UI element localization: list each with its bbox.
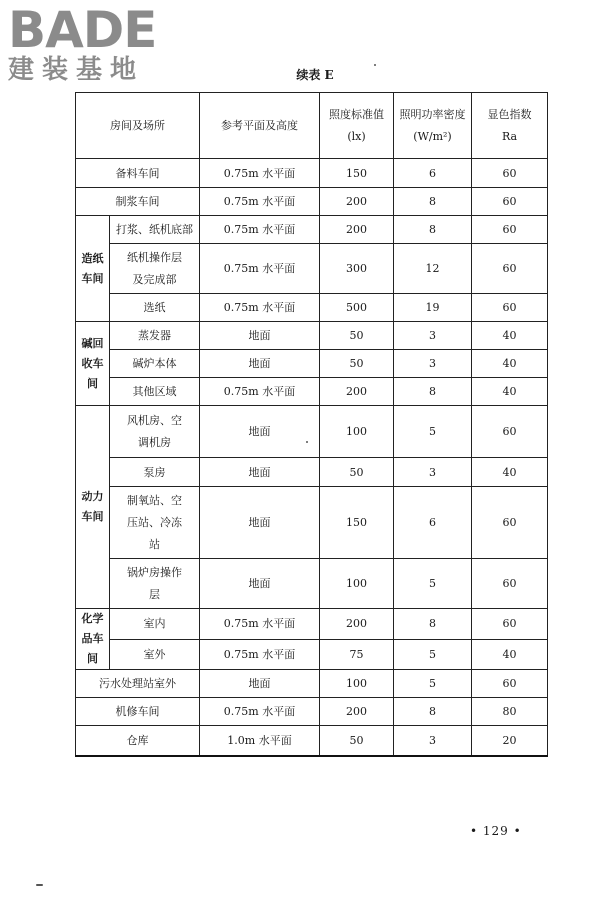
lpd-cell: 6 [394, 159, 472, 188]
table-row [76, 378, 548, 406]
ra-cell: 60 [472, 609, 548, 640]
lux-cell: 300 [320, 244, 394, 294]
header-lpd-unit: (W/m²) [413, 129, 452, 143]
header-lpd-label: 照明功率密度 [399, 107, 466, 121]
lux-cell: 100 [320, 406, 394, 458]
header-ra-label: 显色指数 [487, 107, 532, 121]
ra-cell: 20 [472, 726, 548, 756]
header-lux-label: 照度标准值 [329, 107, 384, 121]
lux-cell: 200 [320, 609, 394, 640]
lpd-cell: 3 [394, 458, 472, 487]
group-cell: 碱回收车间 [76, 322, 110, 406]
table-row [76, 639, 548, 670]
plane-cell: 0.75m 水平面 [200, 216, 320, 244]
group-cell: 造纸车间 [76, 216, 110, 322]
lpd-cell: 6 [394, 487, 472, 559]
group-cell: 动力车间 [76, 406, 110, 609]
ra-cell: 60 [472, 406, 548, 458]
ra-cell: 60 [472, 487, 548, 559]
plane-cell: 0.75m 水平面 [200, 159, 320, 188]
lux-cell: 50 [320, 322, 394, 350]
room-cell: 碱炉本体 [110, 350, 200, 378]
room-cell: 仓库 [76, 726, 200, 756]
group-cell: 化学品车间 [76, 609, 110, 670]
ra-cell: 40 [472, 639, 548, 670]
ra-cell: 80 [472, 698, 548, 726]
table-header-row [76, 93, 548, 159]
ra-cell: 60 [472, 188, 548, 216]
room-cell: 泵房 [110, 458, 200, 487]
table-row [76, 350, 548, 378]
lux-cell: 50 [320, 726, 394, 756]
room-cell: 风机房、空调机房 [110, 406, 200, 458]
lighting-standards-table [75, 92, 548, 757]
lux-cell: 200 [320, 378, 394, 406]
logo-brand-text: BADE [8, 1, 157, 59]
plane-cell: 0.75m 水平面 [200, 378, 320, 406]
plane-cell: 0.75m 水平面 [200, 639, 320, 670]
room-cell: 制浆车间 [76, 188, 200, 216]
plane-cell: 地面 [200, 487, 320, 559]
plane-cell: 0.75m 水平面 [200, 188, 320, 216]
room-cell: 制氧站、空压站、冷冻站 [110, 487, 200, 559]
lux-cell: 200 [320, 216, 394, 244]
lux-cell: 200 [320, 698, 394, 726]
brand-logo [8, 1, 178, 86]
room-cell: 锅炉房操作层 [110, 559, 200, 609]
lpd-cell: 5 [394, 639, 472, 670]
scan-speck [306, 441, 308, 443]
table-row [76, 159, 548, 188]
table-row [76, 294, 548, 322]
lpd-cell: 3 [394, 350, 472, 378]
lux-cell: 50 [320, 458, 394, 487]
table-row [76, 559, 548, 609]
table-row [76, 698, 548, 726]
ra-cell: 60 [472, 216, 548, 244]
room-cell: 打浆、纸机底部 [110, 216, 200, 244]
lpd-cell: 8 [394, 609, 472, 640]
lpd-cell: 8 [394, 188, 472, 216]
lux-cell: 100 [320, 559, 394, 609]
room-cell: 蒸发器 [110, 322, 200, 350]
header-lux [320, 93, 394, 159]
header-lpd [394, 93, 472, 159]
logo-subtitle: 建装基地 [8, 55, 145, 85]
lux-cell: 150 [320, 487, 394, 559]
table-row [76, 458, 548, 487]
ra-cell: 40 [472, 458, 548, 487]
ra-cell: 40 [472, 350, 548, 378]
lux-cell: 50 [320, 350, 394, 378]
ra-cell: 60 [472, 670, 548, 698]
ra-cell: 60 [472, 159, 548, 188]
plane-cell: 地面 [200, 670, 320, 698]
room-cell: 室内 [110, 609, 200, 640]
page-number: • 129 • [470, 824, 522, 838]
lux-cell: 100 [320, 670, 394, 698]
table-row [76, 188, 548, 216]
lux-cell: 200 [320, 188, 394, 216]
lpd-cell: 3 [394, 322, 472, 350]
plane-cell: 0.75m 水平面 [200, 609, 320, 640]
lpd-cell: 5 [394, 559, 472, 609]
lpd-cell: 12 [394, 244, 472, 294]
table-row [76, 322, 548, 350]
table-row [76, 487, 548, 559]
ra-cell: 40 [472, 322, 548, 350]
plane-cell: 地面 [200, 559, 320, 609]
header-ra [472, 93, 548, 159]
lux-cell: 150 [320, 159, 394, 188]
table-title: 续表 E [296, 68, 334, 82]
header-room: 房间及场所 [76, 93, 200, 159]
lux-cell: 500 [320, 294, 394, 322]
room-cell: 室外 [110, 639, 200, 670]
plane-cell: 0.75m 水平面 [200, 294, 320, 322]
header-ra-unit: Ra [501, 129, 518, 143]
ra-cell: 60 [472, 559, 548, 609]
plane-cell: 0.75m 水平面 [200, 244, 320, 294]
scan-speck [374, 64, 376, 66]
lux-cell: 75 [320, 639, 394, 670]
header-lux-unit: (lx) [347, 129, 366, 143]
plane-cell: 1.0m 水平面 [200, 726, 320, 756]
lpd-cell: 19 [394, 294, 472, 322]
room-cell: 机修车间 [76, 698, 200, 726]
ra-cell: 40 [472, 378, 548, 406]
room-cell: 选纸 [110, 294, 200, 322]
table-row [76, 609, 548, 640]
lpd-cell: 8 [394, 698, 472, 726]
room-cell: 污水处理站室外 [76, 670, 200, 698]
ra-cell: 60 [472, 294, 548, 322]
table-row [76, 244, 548, 294]
header-plane: 参考平面及高度 [200, 93, 320, 159]
table-row [76, 216, 548, 244]
plane-cell: 0.75m 水平面 [200, 698, 320, 726]
table-row [76, 670, 548, 698]
room-cell: 纸机操作层及完成部 [110, 244, 200, 294]
plane-cell: 地面 [200, 458, 320, 487]
scan-speck [36, 884, 43, 886]
room-cell: 备料车间 [76, 159, 200, 188]
table-row [76, 726, 548, 756]
plane-cell: 地面 [200, 322, 320, 350]
lpd-cell: 8 [394, 216, 472, 244]
lpd-cell: 8 [394, 378, 472, 406]
plane-cell: 地面 [200, 406, 320, 458]
table-row [76, 406, 548, 458]
lpd-cell: 3 [394, 726, 472, 756]
plane-cell: 地面 [200, 350, 320, 378]
ra-cell: 60 [472, 244, 548, 294]
lpd-cell: 5 [394, 406, 472, 458]
room-cell: 其他区域 [110, 378, 200, 406]
lpd-cell: 5 [394, 670, 472, 698]
